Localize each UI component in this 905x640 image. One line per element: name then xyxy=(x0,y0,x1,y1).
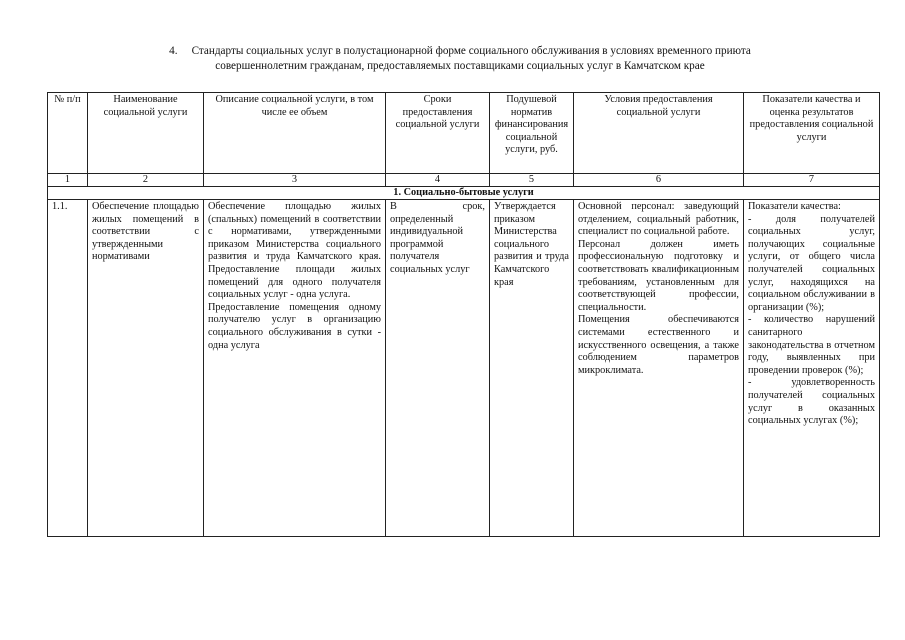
header-cell-name: Наименование социальной услуги xyxy=(88,93,204,174)
document-title xyxy=(60,44,860,74)
table-row xyxy=(48,200,880,537)
quality-paragraph: Показатели качества: xyxy=(748,201,841,212)
header-cell-description: Описание социальной услуги, в том числе ее объем xyxy=(204,93,386,174)
service-description xyxy=(204,200,386,537)
quality-paragraph: - доля получателей социальных услуг, получающих социальные услуги, от общего числа получателей социальных услуг, находящихся на социальном обслуживании в организации (%); xyxy=(748,213,875,313)
conditions-paragraph: Основной персонал: заведующий отделением, социальный работник, специалист по социальной работе. xyxy=(578,201,739,238)
conditions-paragraph: Персонал должен иметь профессиональную подготовку и соответствовать квалификационным требованиям, установленным для соответствующей профессии, специальности. xyxy=(578,238,739,313)
title-line-2: совершеннолетним гражданам, предоставляемых поставщиками социальных услуг в Камчатском крае xyxy=(215,60,705,72)
title-line-1 xyxy=(60,44,860,59)
column-number: 4 xyxy=(386,174,490,187)
standards-table xyxy=(47,92,880,537)
column-number: 6 xyxy=(574,174,744,187)
header-cell-number: № п/п xyxy=(48,93,88,174)
column-number: 3 xyxy=(204,174,386,187)
header-cell-conditions: Условия предоставления социальной услуги xyxy=(574,93,744,174)
section-row xyxy=(48,187,880,200)
table-header-row xyxy=(48,93,880,174)
column-number-row xyxy=(48,174,880,187)
quality-paragraph: - количество нарушений санитарного законодательства в отчетном году, выявленных при проведении проверок (%); xyxy=(748,314,875,376)
header-cell-norm: Подушевой норматив финансирования социальной услуги, руб. xyxy=(490,93,574,174)
section-title: 1. Социально-бытовые услуги xyxy=(48,187,880,200)
service-terms: В срок, определенный индивидуальной программой получателя социальных услуг xyxy=(386,200,490,537)
service-norm: Утверждается приказом Министерства социального развития и труда Камчатского края xyxy=(490,200,574,537)
header-cell-quality: Показатели качества и оценка результатов предоставления социальной услуги xyxy=(744,93,880,174)
row-number: 1.1. xyxy=(48,200,88,537)
description-paragraph: Обеспечение площадью жилых (спальных) помещений в соответствии с нормативами, утвержденными приказом Министерства социального развития и труда Камчатского края. Предоставление площади жилых помещений для одного получателя социальных услуг - одна услуга. xyxy=(208,201,381,301)
conditions-paragraph: Помещения обеспечиваются системами естественного и искусственного освещения, а также соблюдением параметров микроклимата. xyxy=(578,314,739,376)
title-number: 4. xyxy=(169,45,178,57)
description-paragraph: Предоставление помещения одному получателю услуг в организацию социального обслуживания в сутки - одна услуга xyxy=(208,301,381,351)
column-number: 2 xyxy=(88,174,204,187)
service-quality xyxy=(744,200,880,537)
quality-paragraph: - удовлетворенность получателей социальных услуг в оказанных социальных услугах (%); xyxy=(748,377,875,427)
service-conditions xyxy=(574,200,744,537)
title-text-1: Стандарты социальных услуг в полустационарной форме социального обслуживания в условиях временного приюта xyxy=(191,45,751,57)
service-name: Обеспечение площадью жилых помещений в соответствии с утвержденными нормативами xyxy=(88,200,204,537)
column-number: 7 xyxy=(744,174,880,187)
header-cell-terms: Сроки предоставления социальной услуги xyxy=(386,93,490,174)
column-number: 1 xyxy=(48,174,88,187)
column-number: 5 xyxy=(490,174,574,187)
